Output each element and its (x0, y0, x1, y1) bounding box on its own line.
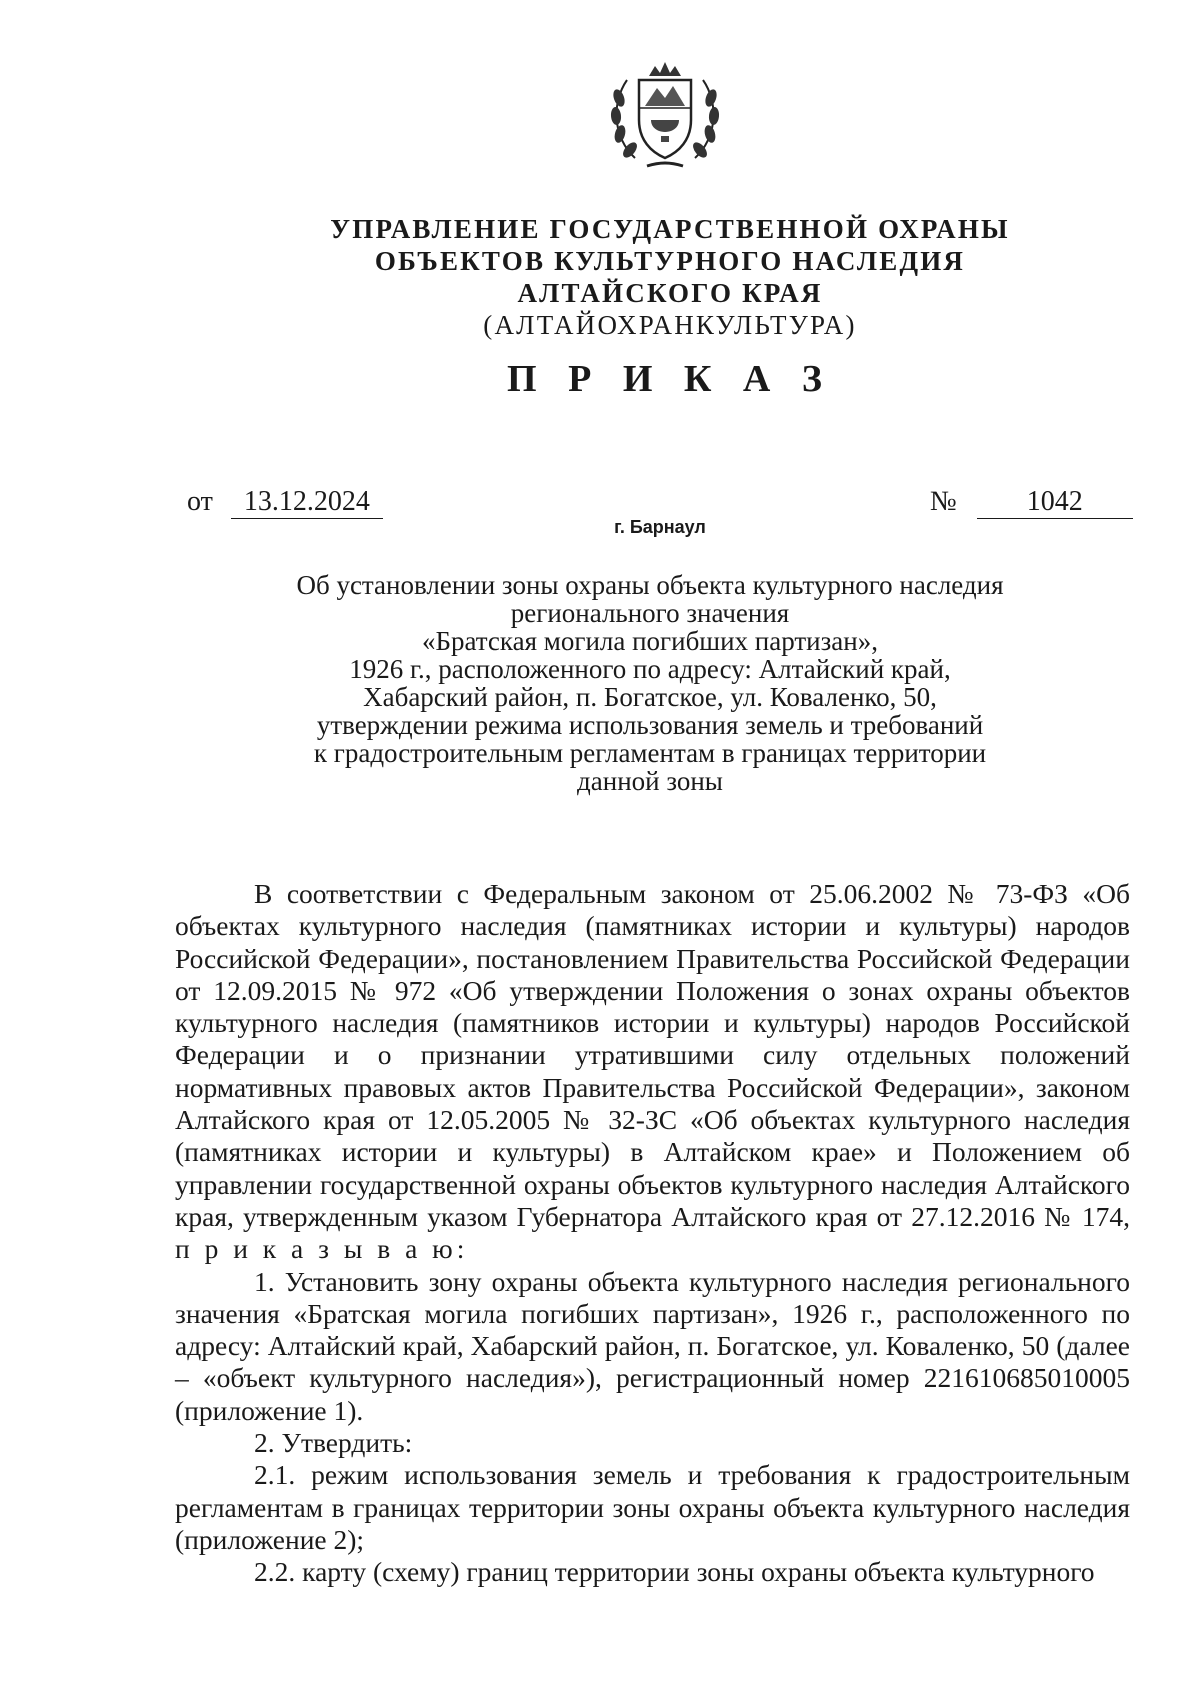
city: г. Барнаул (614, 517, 706, 537)
item-1: 1. Установить зону охраны объекта культурного наследия регионального значения «Братская могила погибших партизан», 1926 г., расположенного по адресу: Алтайский край, Хабарский район, п. Богатское, ул. Коваленко, 50 (далее – «объект культурного наследия»), регистрационный номер 221610685010005 (приложение 1). (175, 1265, 1130, 1426)
subject-line: данной зоны (577, 766, 723, 796)
order-body (175, 878, 1130, 1589)
subject-line: Об установлении зоны охраны объекта культурного наследия (296, 570, 1004, 600)
item-2-2: 2.2. карту (схему) границ территории зоны охраны объекта культурного (254, 1556, 1095, 1588)
header-line-2: ОБЪЕКТОВ КУЛЬТУРНОГО НАСЛЕДИЯ (374, 246, 966, 276)
header-line-3: АЛТАЙСКОГО КРАЯ (517, 278, 823, 308)
number-prefix: № (930, 486, 957, 517)
order-date: 13.12.2024 (231, 486, 383, 519)
header-line-1: УПРАВЛЕНИЕ ГОСУДАРСТВЕННОЙ ОХРАНЫ (330, 214, 1010, 244)
subject-line: утверждении режима использования земель и требований (316, 710, 984, 740)
date-prefix: от (187, 486, 213, 517)
header-line-4: (АЛТАЙОХРАНКУЛЬТУРА) (483, 310, 857, 340)
order-number: 1042 (977, 486, 1133, 519)
item-2: 2. Утвердить: (254, 1427, 413, 1459)
document-type-title: П Р И К А З (507, 358, 833, 400)
subject-line: регионального значения (510, 598, 790, 628)
subject-line: Хабарский район, п. Богатское, ул. Коваленко, 50, (363, 682, 937, 712)
issuer-header (250, 213, 1090, 341)
subject-line: «Братская могила погибших партизан», (422, 626, 878, 656)
subject-line: 1926 г., расположенного по адресу: Алтайский край, (349, 654, 951, 684)
order-subject (220, 571, 1080, 795)
preamble-paragraph (175, 878, 1130, 1266)
order-word: п р и к а з ы в а ю: (175, 1233, 469, 1265)
number-line (930, 486, 1133, 519)
date-line (187, 486, 383, 519)
item-2-1: 2.1. режим использования земель и требования к градостроительным регламентам в границах территории зоны охраны объекта культурного наследия (приложение 2); (175, 1459, 1130, 1555)
coat-of-arms-icon (605, 58, 725, 178)
preamble-text: В соответствии с Федеральным законом от 25.06.2002 № 73-ФЗ «Об объектах культурного наследия (памятниках истории и культуры) народов Российской Федерации», постановлением Правительства Российской Федерации от 12.09.2015 № 972 «Об утверждении Положения о зонах охраны объектов культурного наследия (памятников истории и культуры) народов Российской Федерации и о признании утратившими силу отдельных положений нормативных правовых актов Правительства Российской Федерации», законом Алтайского края от 12.05.2005 № 32-ЗС «Об объектах культурного наследия (памятниках истории и культуры) в Алтайском крае» и Положением об управлении государственной охраны объектов культурного наследия Алтайского края, утвержденным указом Губернатора Алтайского края от 27.12.2016 № 174, (175, 878, 1130, 1232)
subject-line: к градостроительным регламентам в границах территории (313, 738, 987, 768)
